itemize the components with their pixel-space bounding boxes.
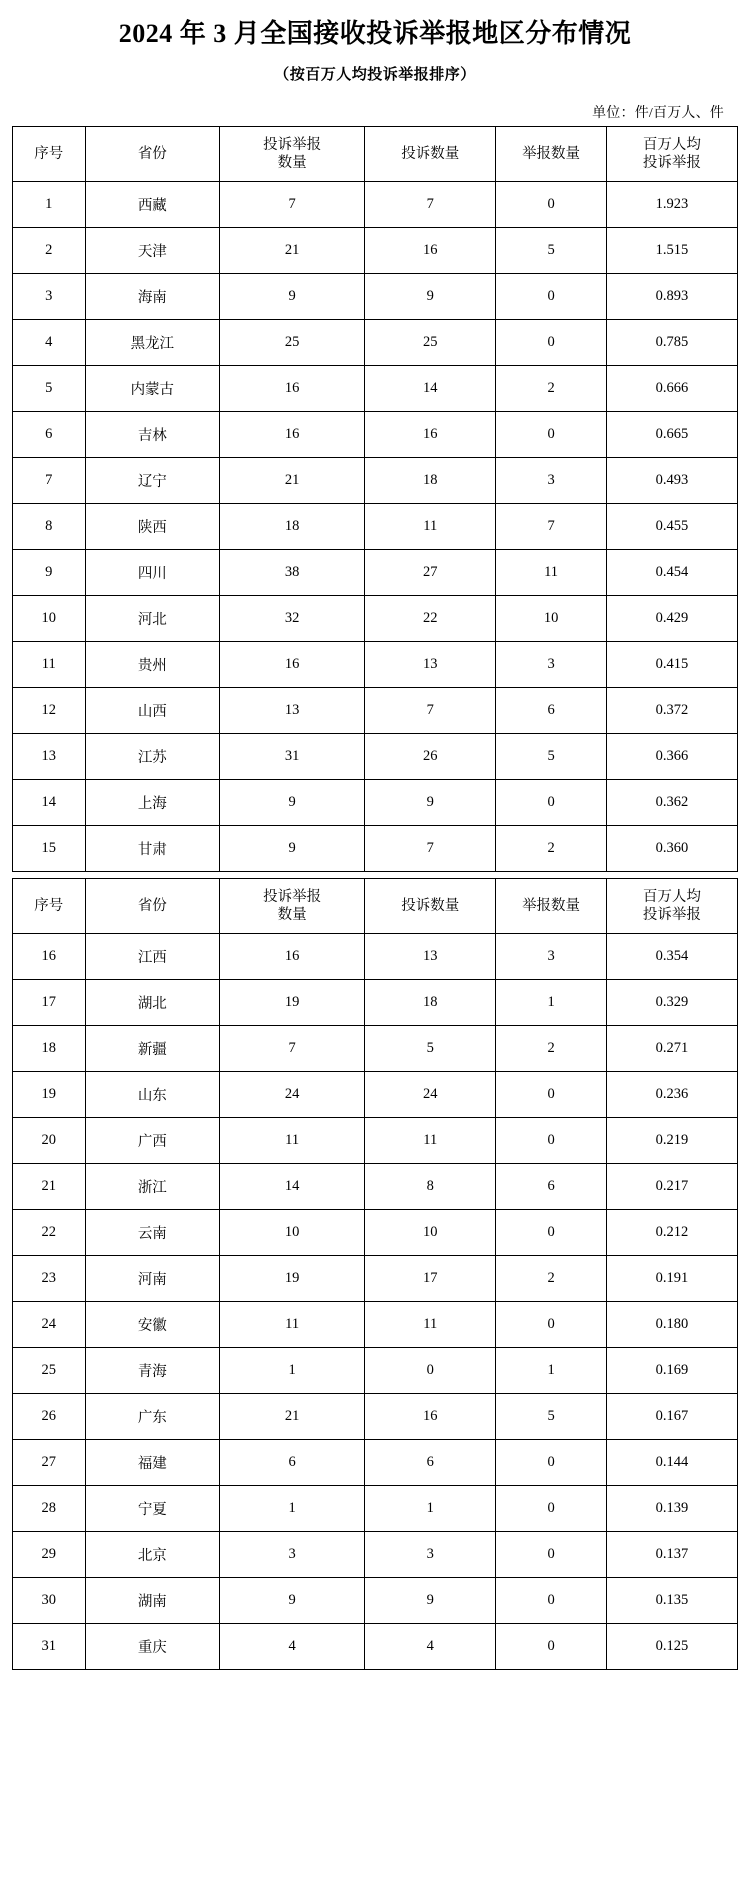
cell-reports: 0 <box>496 320 606 366</box>
distribution-table-part-1 <box>12 126 738 872</box>
cell-reports: 5 <box>496 734 606 780</box>
cell-index: 2 <box>13 228 86 274</box>
unit-note: 单位：件/百万人、件 <box>592 106 724 122</box>
cell-per-million: 0.139 <box>606 1486 737 1532</box>
cell-complaints: 14 <box>365 366 496 412</box>
cell-total: 16 <box>220 366 365 412</box>
cell-index: 1 <box>13 182 86 228</box>
column-header-total-line1: 投诉举报 <box>263 889 322 906</box>
cell-per-million: 0.137 <box>606 1532 737 1578</box>
cell-index: 18 <box>13 1026 86 1072</box>
cell-index: 20 <box>13 1118 86 1164</box>
cell-province: 广西 <box>85 1118 220 1164</box>
cell-complaints: 9 <box>365 274 496 320</box>
cell-complaints: 11 <box>365 1118 496 1164</box>
column-header-per-million-line2: 投诉举报 <box>642 155 701 172</box>
cell-per-million: 0.144 <box>606 1440 737 1486</box>
cell-province: 重庆 <box>85 1624 220 1670</box>
cell-province: 河南 <box>85 1256 220 1302</box>
cell-per-million: 0.360 <box>606 826 737 872</box>
cell-index: 22 <box>13 1210 86 1256</box>
column-header-total-line2: 数量 <box>277 155 307 172</box>
cell-index: 10 <box>13 596 86 642</box>
cell-reports: 2 <box>496 366 606 412</box>
cell-complaints: 13 <box>365 642 496 688</box>
cell-province: 江苏 <box>85 734 220 780</box>
cell-reports: 0 <box>496 1578 606 1624</box>
cell-province: 辽宁 <box>85 458 220 504</box>
cell-province: 甘肃 <box>85 826 220 872</box>
cell-reports: 0 <box>496 182 606 228</box>
column-header-per-million-line2: 投诉举报 <box>642 907 701 924</box>
cell-per-million: 0.217 <box>606 1164 737 1210</box>
cell-complaints: 17 <box>365 1256 496 1302</box>
cell-reports: 7 <box>496 504 606 550</box>
table-row <box>13 1532 738 1578</box>
cell-total: 31 <box>220 734 365 780</box>
table-row <box>13 642 738 688</box>
table-row <box>13 1348 738 1394</box>
cell-total: 10 <box>220 1210 365 1256</box>
cell-total: 38 <box>220 550 365 596</box>
cell-total: 19 <box>220 1256 365 1302</box>
table-row <box>13 412 738 458</box>
cell-per-million: 0.415 <box>606 642 737 688</box>
column-header-per-million <box>606 127 737 182</box>
table-body-part-1 <box>13 182 738 872</box>
cell-complaints: 7 <box>365 688 496 734</box>
cell-province: 福建 <box>85 1440 220 1486</box>
cell-complaints: 22 <box>365 596 496 642</box>
cell-per-million: 0.893 <box>606 274 737 320</box>
cell-complaints: 1 <box>365 1486 496 1532</box>
table-row <box>13 1440 738 1486</box>
cell-complaints: 8 <box>365 1164 496 1210</box>
table-row <box>13 1210 738 1256</box>
cell-complaints: 16 <box>365 228 496 274</box>
table-row <box>13 366 738 412</box>
cell-total: 19 <box>220 980 365 1026</box>
cell-reports: 6 <box>496 1164 606 1210</box>
cell-total: 32 <box>220 596 365 642</box>
cell-total: 9 <box>220 1578 365 1624</box>
cell-per-million: 1.515 <box>606 228 737 274</box>
column-header-index: 序号 <box>13 127 86 182</box>
cell-reports: 5 <box>496 1394 606 1440</box>
cell-index: 21 <box>13 1164 86 1210</box>
cell-complaints: 7 <box>365 182 496 228</box>
cell-index: 30 <box>13 1578 86 1624</box>
table-row <box>13 1256 738 1302</box>
cell-reports: 2 <box>496 1256 606 1302</box>
cell-complaints: 18 <box>365 458 496 504</box>
cell-per-million: 1.923 <box>606 182 737 228</box>
table-row <box>13 320 738 366</box>
table-row <box>13 458 738 504</box>
cell-reports: 0 <box>496 1118 606 1164</box>
cell-province: 浙江 <box>85 1164 220 1210</box>
cell-province: 山东 <box>85 1072 220 1118</box>
page-subtitle: （按百万人均投诉举报排序） <box>274 67 476 84</box>
column-header-total-line2: 数量 <box>277 907 307 924</box>
table-row <box>13 1624 738 1670</box>
cell-complaints: 9 <box>365 780 496 826</box>
column-header-complaints: 投诉数量 <box>365 127 496 182</box>
cell-index: 9 <box>13 550 86 596</box>
cell-province: 黑龙江 <box>85 320 220 366</box>
cell-index: 3 <box>13 274 86 320</box>
table-row <box>13 1072 738 1118</box>
cell-per-million: 0.429 <box>606 596 737 642</box>
cell-complaints: 24 <box>365 1072 496 1118</box>
table-row <box>13 504 738 550</box>
cell-complaints: 7 <box>365 826 496 872</box>
cell-complaints: 11 <box>365 1302 496 1348</box>
cell-per-million: 0.354 <box>606 934 737 980</box>
table-row <box>13 980 738 1026</box>
column-header-per-million-line1: 百万人均 <box>642 137 701 154</box>
cell-reports: 11 <box>496 550 606 596</box>
cell-province: 陕西 <box>85 504 220 550</box>
cell-reports: 0 <box>496 1210 606 1256</box>
table-row <box>13 688 738 734</box>
table-body-part-2 <box>13 934 738 1670</box>
cell-reports: 0 <box>496 274 606 320</box>
table-row <box>13 274 738 320</box>
table-header-row <box>13 879 738 934</box>
cell-reports: 1 <box>496 1348 606 1394</box>
distribution-table-part-2 <box>12 878 738 1670</box>
cell-index: 31 <box>13 1624 86 1670</box>
cell-province: 吉林 <box>85 412 220 458</box>
cell-total: 16 <box>220 934 365 980</box>
cell-province: 天津 <box>85 228 220 274</box>
cell-index: 15 <box>13 826 86 872</box>
table-row <box>13 1118 738 1164</box>
cell-per-million: 0.180 <box>606 1302 737 1348</box>
cell-complaints: 9 <box>365 1578 496 1624</box>
table-row <box>13 934 738 980</box>
cell-reports: 3 <box>496 642 606 688</box>
cell-total: 25 <box>220 320 365 366</box>
cell-index: 23 <box>13 1256 86 1302</box>
column-header-total-line1: 投诉举报 <box>263 137 322 154</box>
cell-per-million: 0.236 <box>606 1072 737 1118</box>
cell-province: 安徽 <box>85 1302 220 1348</box>
cell-province: 北京 <box>85 1532 220 1578</box>
table-row <box>13 228 738 274</box>
cell-index: 11 <box>13 642 86 688</box>
cell-province: 山西 <box>85 688 220 734</box>
cell-index: 8 <box>13 504 86 550</box>
cell-complaints: 13 <box>365 934 496 980</box>
cell-per-million: 0.366 <box>606 734 737 780</box>
cell-province: 湖北 <box>85 980 220 1026</box>
column-header-index: 序号 <box>13 879 86 934</box>
cell-total: 11 <box>220 1118 365 1164</box>
cell-reports: 0 <box>496 1440 606 1486</box>
cell-province: 西藏 <box>85 182 220 228</box>
cell-complaints: 16 <box>365 1394 496 1440</box>
cell-total: 7 <box>220 182 365 228</box>
cell-index: 4 <box>13 320 86 366</box>
cell-index: 13 <box>13 734 86 780</box>
page-title: 2024 年 3 月全国接收投诉举报地区分布情况 <box>118 19 632 48</box>
table-row <box>13 1164 738 1210</box>
cell-total: 9 <box>220 780 365 826</box>
cell-total: 21 <box>220 228 365 274</box>
column-header-complaints: 投诉数量 <box>365 879 496 934</box>
cell-total: 1 <box>220 1486 365 1532</box>
cell-index: 24 <box>13 1302 86 1348</box>
cell-complaints: 4 <box>365 1624 496 1670</box>
column-header-per-million <box>606 879 737 934</box>
table-row <box>13 1578 738 1624</box>
cell-reports: 0 <box>496 412 606 458</box>
cell-index: 14 <box>13 780 86 826</box>
cell-per-million: 0.455 <box>606 504 737 550</box>
cell-index: 27 <box>13 1440 86 1486</box>
column-header-province: 省份 <box>85 879 220 934</box>
cell-total: 3 <box>220 1532 365 1578</box>
cell-reports: 0 <box>496 780 606 826</box>
cell-per-million: 0.362 <box>606 780 737 826</box>
cell-total: 21 <box>220 1394 365 1440</box>
column-header-total <box>220 879 365 934</box>
cell-complaints: 26 <box>365 734 496 780</box>
cell-complaints: 27 <box>365 550 496 596</box>
cell-per-million: 0.135 <box>606 1578 737 1624</box>
cell-reports: 2 <box>496 1026 606 1072</box>
cell-complaints: 18 <box>365 980 496 1026</box>
table-row <box>13 1486 738 1532</box>
cell-total: 21 <box>220 458 365 504</box>
cell-reports: 0 <box>496 1532 606 1578</box>
cell-province: 湖南 <box>85 1578 220 1624</box>
table-header-row <box>13 127 738 182</box>
cell-province: 四川 <box>85 550 220 596</box>
table-row <box>13 826 738 872</box>
cell-total: 9 <box>220 274 365 320</box>
cell-complaints: 6 <box>365 1440 496 1486</box>
cell-province: 内蒙古 <box>85 366 220 412</box>
cell-province: 海南 <box>85 274 220 320</box>
cell-complaints: 16 <box>365 412 496 458</box>
cell-total: 9 <box>220 826 365 872</box>
cell-reports: 0 <box>496 1486 606 1532</box>
cell-reports: 10 <box>496 596 606 642</box>
cell-per-million: 0.454 <box>606 550 737 596</box>
cell-total: 24 <box>220 1072 365 1118</box>
cell-reports: 3 <box>496 934 606 980</box>
cell-reports: 0 <box>496 1302 606 1348</box>
column-header-per-million-line1: 百万人均 <box>642 889 701 906</box>
cell-per-million: 0.785 <box>606 320 737 366</box>
cell-province: 云南 <box>85 1210 220 1256</box>
cell-reports: 5 <box>496 228 606 274</box>
cell-province: 河北 <box>85 596 220 642</box>
cell-complaints: 10 <box>365 1210 496 1256</box>
cell-province: 上海 <box>85 780 220 826</box>
cell-reports: 1 <box>496 980 606 1026</box>
cell-complaints: 5 <box>365 1026 496 1072</box>
column-header-reports: 举报数量 <box>496 879 606 934</box>
cell-reports: 3 <box>496 458 606 504</box>
cell-province: 新疆 <box>85 1026 220 1072</box>
cell-reports: 0 <box>496 1624 606 1670</box>
cell-total: 1 <box>220 1348 365 1394</box>
cell-index: 29 <box>13 1532 86 1578</box>
cell-per-million: 0.329 <box>606 980 737 1026</box>
table-row <box>13 780 738 826</box>
cell-per-million: 0.191 <box>606 1256 737 1302</box>
cell-total: 13 <box>220 688 365 734</box>
cell-province: 广东 <box>85 1394 220 1440</box>
cell-index: 17 <box>13 980 86 1026</box>
cell-total: 4 <box>220 1624 365 1670</box>
cell-index: 7 <box>13 458 86 504</box>
cell-total: 7 <box>220 1026 365 1072</box>
cell-index: 26 <box>13 1394 86 1440</box>
cell-total: 16 <box>220 642 365 688</box>
cell-per-million: 0.219 <box>606 1118 737 1164</box>
table-row <box>13 734 738 780</box>
cell-complaints: 3 <box>365 1532 496 1578</box>
cell-per-million: 0.167 <box>606 1394 737 1440</box>
table-row <box>13 1394 738 1440</box>
column-header-province: 省份 <box>85 127 220 182</box>
cell-per-million: 0.212 <box>606 1210 737 1256</box>
cell-province: 宁夏 <box>85 1486 220 1532</box>
table-row <box>13 596 738 642</box>
cell-per-million: 0.372 <box>606 688 737 734</box>
table-row <box>13 550 738 596</box>
cell-complaints: 0 <box>365 1348 496 1394</box>
cell-total: 18 <box>220 504 365 550</box>
column-header-total <box>220 127 365 182</box>
cell-reports: 2 <box>496 826 606 872</box>
cell-per-million: 0.666 <box>606 366 737 412</box>
cell-index: 19 <box>13 1072 86 1118</box>
table-row <box>13 1302 738 1348</box>
cell-index: 12 <box>13 688 86 734</box>
table-row <box>13 1026 738 1072</box>
cell-province: 青海 <box>85 1348 220 1394</box>
cell-index: 25 <box>13 1348 86 1394</box>
cell-per-million: 0.493 <box>606 458 737 504</box>
cell-total: 11 <box>220 1302 365 1348</box>
cell-per-million: 0.169 <box>606 1348 737 1394</box>
table-row <box>13 182 738 228</box>
cell-total: 16 <box>220 412 365 458</box>
cell-per-million: 0.665 <box>606 412 737 458</box>
cell-per-million: 0.125 <box>606 1624 737 1670</box>
cell-complaints: 25 <box>365 320 496 366</box>
cell-index: 16 <box>13 934 86 980</box>
column-header-reports: 举报数量 <box>496 127 606 182</box>
cell-per-million: 0.271 <box>606 1026 737 1072</box>
cell-index: 6 <box>13 412 86 458</box>
cell-province: 江西 <box>85 934 220 980</box>
cell-reports: 0 <box>496 1072 606 1118</box>
cell-province: 贵州 <box>85 642 220 688</box>
cell-total: 6 <box>220 1440 365 1486</box>
cell-total: 14 <box>220 1164 365 1210</box>
cell-index: 28 <box>13 1486 86 1532</box>
cell-index: 5 <box>13 366 86 412</box>
cell-complaints: 11 <box>365 504 496 550</box>
cell-reports: 6 <box>496 688 606 734</box>
